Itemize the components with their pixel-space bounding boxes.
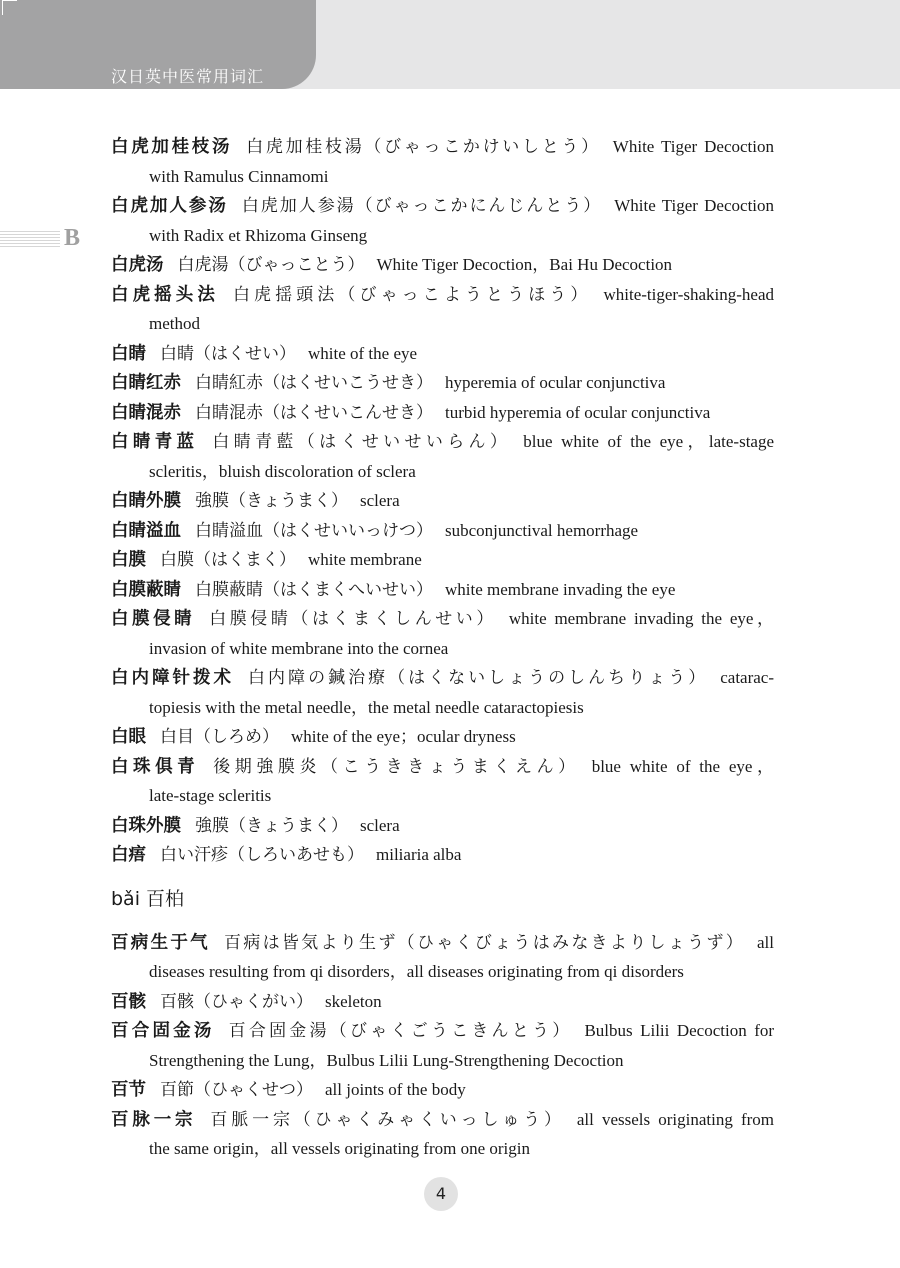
- entry-japanese: 白虎揺頭法（びゃっこようとうほう）: [232, 284, 592, 304]
- entry-english: turbid hyperemia of ocular conjunctiva: [445, 402, 711, 422]
- dictionary-entry: [111, 575, 774, 605]
- entry-headword: 白膜蔽睛: [111, 578, 181, 599]
- entry-english: White Tiger Decoction: [614, 196, 775, 215]
- dictionary-entry: [111, 250, 774, 280]
- entry-english: miliaria alba: [376, 845, 462, 864]
- entry-japanese: 白虎湯（びゃっことう）: [177, 255, 365, 274]
- entry-headword: 白睛混赤: [111, 401, 181, 422]
- entry-first-line: [111, 368, 774, 398]
- entry-japanese: 白睛紅赤（はくせいこうせき）: [195, 373, 433, 392]
- entry-headword: 百病生于气: [111, 931, 210, 952]
- entry-headword: 白睛红赤: [111, 372, 181, 392]
- dictionary-entry: [111, 722, 774, 752]
- book-title: 汉日英中医常用词汇: [111, 67, 265, 86]
- entry-first-line: [111, 987, 774, 1017]
- entry-english: blue white of the eye，: [591, 756, 775, 776]
- entry-headword: 白睛: [111, 342, 146, 363]
- entry-headword: 白睛溢血: [111, 519, 181, 540]
- dictionary-entry: [111, 132, 774, 191]
- entry-headword: 百节: [111, 1079, 146, 1099]
- entry-japanese: 百脈一宗（ひゃくみゃくいっしゅう）: [210, 1109, 565, 1129]
- entry-japanese: 百病は皆気より生ず（ひゃくびょうはみなきよりしょうず）: [223, 932, 745, 952]
- entry-first-line: [111, 1105, 774, 1135]
- entry-first-line: [111, 486, 774, 516]
- entry-japanese: 白睛混赤（はくせいこんせき）: [195, 402, 433, 422]
- entry-first-line: [111, 604, 774, 634]
- dictionary-entry: [111, 339, 774, 369]
- entry-japanese: 白い汗疹（しろいあせも）: [160, 845, 364, 864]
- entry-first-line: [111, 191, 774, 221]
- entry-headword: 白虎汤: [111, 254, 164, 274]
- entry-headword: 白膜侵睛: [111, 608, 196, 628]
- dictionary-content: [111, 132, 774, 1164]
- dictionary-entry: [111, 604, 774, 663]
- entry-first-line: [111, 811, 774, 841]
- entry-english: all joints of the body: [325, 1080, 466, 1099]
- entry-first-line: [111, 575, 774, 605]
- dictionary-entry: [111, 811, 774, 841]
- entry-first-line: [111, 722, 774, 752]
- entry-headword: 白睛青蓝: [111, 431, 199, 451]
- dictionary-entry: [111, 398, 774, 428]
- entry-continuation: with Ramulus Cinnamomi: [149, 166, 329, 186]
- entry-headword: 白内障针拨术: [111, 667, 235, 687]
- entry-first-line: [111, 132, 774, 162]
- entry-english: hyperemia of ocular conjunctiva: [445, 373, 666, 392]
- entry-headword: 白珠俱青: [111, 755, 200, 776]
- entry-first-line: [111, 1016, 774, 1046]
- entry-english: subconjunctival hemorrhage: [445, 520, 639, 540]
- entry-continuation: late-stage scleritis: [149, 786, 272, 805]
- entry-first-line: [111, 516, 774, 546]
- entry-headword: 白虎摇头法: [111, 283, 219, 304]
- entry-japanese: 強膜（きょうまく）: [195, 491, 348, 510]
- dictionary-entry: [111, 486, 774, 516]
- entry-english: skeleton: [325, 991, 382, 1011]
- entry-english: white-tiger-shaking-head: [603, 284, 775, 304]
- dictionary-entry: [111, 516, 774, 546]
- entry-japanese: 白睛溢血（はくせいいっけつ）: [195, 520, 433, 540]
- entry-english: catarac-: [720, 668, 775, 687]
- entry-headword: 百合固金汤: [111, 1020, 215, 1040]
- entry-japanese: 強膜（きょうまく）: [195, 815, 348, 835]
- entry-headword: 白睛外膜: [111, 490, 181, 510]
- entry-continuation: Strengthening the Lung，Bulbus Lilii Lung-Strengthening Decoction: [149, 1050, 624, 1070]
- entry-headword: 百骸: [111, 990, 146, 1011]
- dictionary-entry: [111, 928, 774, 987]
- entry-japanese: 百合固金湯（びゃくごうこきんとう）: [228, 1021, 573, 1040]
- dictionary-entry: [111, 1075, 774, 1105]
- entry-first-line: [111, 280, 774, 310]
- entry-continuation: invasion of white membrane into the cornea: [149, 638, 449, 658]
- entry-japanese: 白膜蔽睛（はくまくへいせい）: [195, 579, 433, 599]
- entry-headword: 白痦: [111, 844, 146, 864]
- entry-japanese: 百骸（ひゃくがい）: [160, 991, 313, 1011]
- entry-english: White Tiger Decoction: [612, 137, 775, 156]
- entry-japanese: 白睛青藍（はくせいせいらん）: [212, 432, 512, 451]
- entry-english: white of the eye；ocular dryness: [291, 727, 516, 746]
- dictionary-entry: [111, 427, 774, 486]
- entry-continuation: method: [149, 314, 200, 333]
- entry-list: [111, 132, 774, 870]
- entry-headword: 白珠外膜: [111, 814, 181, 835]
- entry-first-line: [111, 545, 774, 575]
- dictionary-entry: [111, 368, 774, 398]
- thumb-index-letter: B: [64, 225, 81, 251]
- entry-first-line: [111, 398, 774, 428]
- crop-mark: [2, 0, 17, 15]
- entry-japanese: 白睛（はくせい）: [160, 343, 296, 363]
- dictionary-entry: [111, 752, 774, 811]
- entry-headword: 百脉一宗: [111, 1108, 197, 1129]
- entry-english: white membrane invading the eye: [445, 579, 676, 599]
- entry-continuation: scleritis，bluish discoloration of sclera: [149, 461, 416, 481]
- entry-english: Bulbus Lilii Decoction for: [584, 1021, 775, 1040]
- entry-japanese: 白膜侵睛（はくまくしんせい）: [209, 609, 497, 628]
- dictionary-entry: [111, 191, 774, 250]
- dictionary-entry: [111, 280, 774, 339]
- dictionary-entry: [111, 1016, 774, 1075]
- page-header-band: [0, 0, 900, 89]
- entry-continuation: with Radix et Rhizoma Ginseng: [149, 225, 368, 245]
- entry-first-line: [111, 840, 774, 870]
- entry-first-line: [111, 752, 774, 782]
- entry-headword: 白眼: [111, 726, 146, 746]
- entry-english: white membrane invading the eye，: [508, 609, 774, 628]
- entry-english: all: [757, 932, 774, 952]
- entry-japanese: 白膜（はくまく）: [160, 550, 296, 569]
- dictionary-entry: [111, 545, 774, 575]
- dictionary-entry: [111, 663, 774, 722]
- entry-english: white of the eye: [308, 343, 418, 363]
- thumb-index-lines: [0, 231, 60, 247]
- section-thumb-index: [0, 225, 84, 251]
- entry-english: sclera: [360, 815, 400, 835]
- entry-first-line: [111, 250, 774, 280]
- entry-first-line: [111, 1075, 774, 1105]
- entry-continuation: the same origin，all vessels originating from one origin: [149, 1139, 531, 1158]
- entry-japanese: 白目（しろめ）: [160, 727, 279, 746]
- page-number: 4: [424, 1177, 458, 1211]
- entry-first-line: [111, 339, 774, 369]
- entry-japanese: 百節（ひゃくせつ）: [160, 1080, 313, 1099]
- entry-english: sclera: [360, 491, 400, 510]
- entry-english: White Tiger Decoction，Bai Hu Decoction: [376, 255, 673, 274]
- dictionary-entry: [111, 1105, 774, 1164]
- entry-first-line: [111, 427, 774, 457]
- entry-list: [111, 928, 774, 1164]
- entry-headword: 白虎加人参汤: [111, 195, 228, 215]
- entry-continuation: topiesis with the metal needle，the metal needle cataractopiesis: [149, 697, 584, 717]
- entry-japanese: 白虎加人参湯（びゃっこかにんじんとう）: [241, 196, 603, 215]
- entry-english: blue white of the eye，late-stage: [523, 432, 775, 451]
- entry-english: all vessels originating from: [576, 1109, 774, 1129]
- entry-headword: 白虎加桂枝汤: [111, 136, 233, 156]
- header-tab: [0, 0, 316, 89]
- entry-english: white membrane: [308, 550, 422, 569]
- entry-continuation: diseases resulting from qi disorders，all diseases originating from qi disorders: [149, 962, 684, 981]
- section-heading: bǎi 百柏: [111, 887, 185, 910]
- entry-japanese: 白虎加桂枝湯（びゃっこかけいしとう）: [246, 137, 601, 156]
- entry-headword: 白膜: [111, 549, 146, 569]
- entry-first-line: [111, 663, 774, 693]
- entry-japanese: 後期強膜炎（こうききょうまくえん）: [213, 756, 580, 776]
- dictionary-entry: [111, 987, 774, 1017]
- dictionary-entry: [111, 840, 774, 870]
- entry-japanese: 白内障の鍼治療（はくないしょうのしんちりょう）: [248, 668, 709, 687]
- entry-first-line: [111, 928, 774, 958]
